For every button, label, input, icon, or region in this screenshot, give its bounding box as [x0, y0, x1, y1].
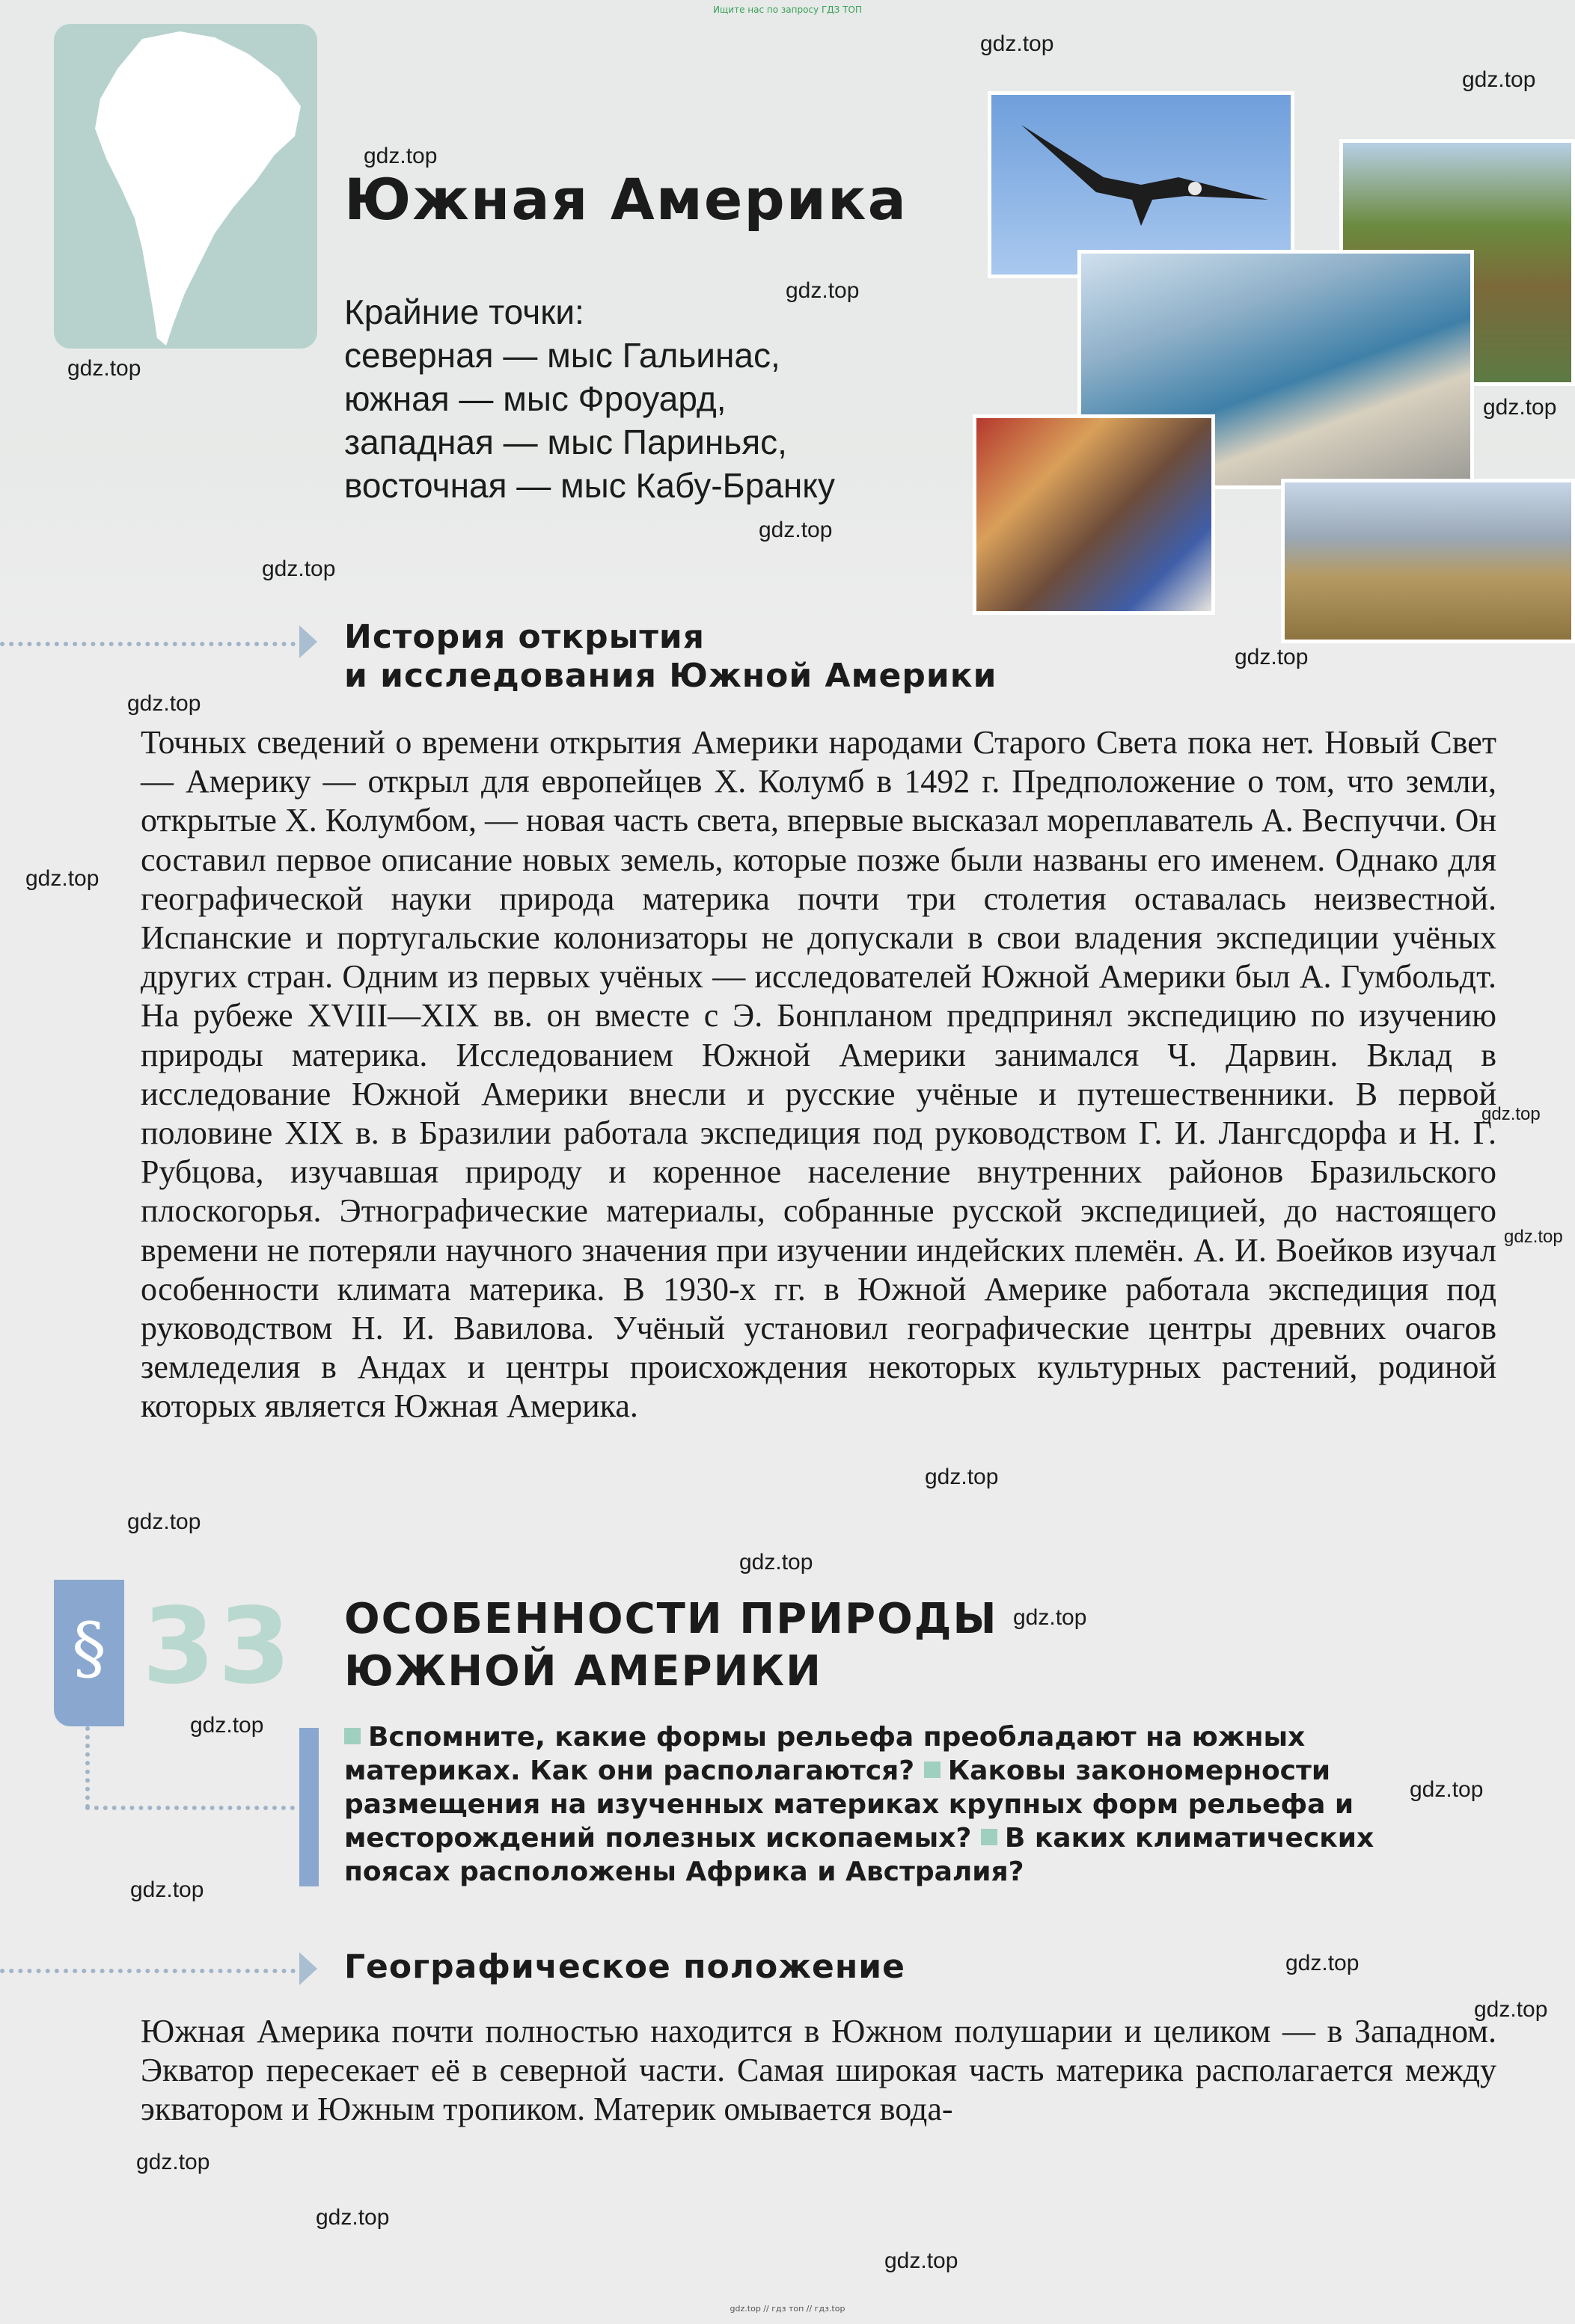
bottom-note: gdz.top // гдз топ // гдз.top [730, 2304, 845, 2314]
watermark: gdz.top [130, 1877, 204, 1902]
watermark: gdz.top [739, 1550, 813, 1575]
paragraph-title-line1: ОСОБЕННОСТИ ПРИРОДЫ [344, 1595, 998, 1643]
extreme-point-west: западная — мыс Париньяс, [344, 423, 787, 462]
page-title: Южная Америка [344, 166, 908, 233]
section-divider-geo [0, 1969, 296, 1973]
extreme-points-heading: Крайние точки: [344, 292, 584, 331]
history-body-text [141, 723, 1496, 1426]
recall-questions [344, 1720, 1452, 1889]
photo-mountain-steppe [1281, 479, 1575, 643]
watermark: gdz.top [127, 691, 201, 716]
section-arrow-geo-icon [299, 1952, 317, 1985]
watermark: gdz.top [1462, 67, 1536, 92]
section-divider-history [0, 642, 296, 646]
recall-question-1: Вспомните, какие формы рельефа преобладают на южных материках. Как они располагаются? [344, 1722, 1306, 1786]
south-america-silhouette-icon [54, 24, 317, 349]
section-heading-history [344, 618, 997, 696]
watermark: gdz.top [759, 518, 833, 542]
top-note: Ищите нас по запросу ГДЗ ТОП [713, 4, 862, 15]
extreme-points [344, 290, 835, 507]
watermark: gdz.top [1235, 645, 1309, 669]
recall-bullet-icon [981, 1829, 997, 1845]
watermark: gdz.top [127, 1509, 201, 1534]
watermark: gdz.top [190, 1713, 264, 1738]
recall-bullet-icon [924, 1762, 941, 1778]
recall-question-2: Каковы закономерности размещения на изученных материках крупных форм рельефа и месторождений полезных ископаемых? [344, 1756, 1354, 1854]
watermark: gdz.top [136, 2150, 210, 2174]
watermark: gdz.top [316, 2205, 390, 2230]
extreme-point-east: восточная — мыс Кабу-Бранку [344, 466, 835, 505]
watermark: gdz.top [262, 557, 336, 581]
history-paragraph: Точных сведений о времени открытия Америки народами Старого Света пока нет. Новый Свет — Америку — открыл для европейцев Х. Колумб в 1492 г. Предположение о том, что земли, открытые Х. Колумбом, — новая часть света, впервые высказал мореплаватель А. Веспуччи. Он составил первое описание новых земель, которые позже были названы его именем. Однако для географической науки природа материка почти три столетия оставалась неизвестной. Испанские и португальские колонизаторы не допускали в свои владения экспедиции учёных других стран. Одним из первых учёных — исследователей Южной Америки был А. Гумбольдт. На рубеже XVIII—XIX вв. он вместе с Э. Бонпланом предпринял экспедицию по изучению природы материка. Исследованием Южной Америки занимался Ч. Дарвин. Вклад в исследование Южной Америки внесли и русские учёные и путешественники. В первой половине XIX в. в Бразилии работала экспедиция под руководством Г. И. Лангсдорфа и Н. Г. Рубцова, изучавшая природу и коренное население внутренних районов Бразильского плоскогорья. Этнографические материалы, собранные русской экспедицией, до настоящего времени не потеряли научного значения при изучении индейских племён. А. И. Воейков изучал особенности климата материка. В 1930-х гг. в Южной Америке работала экспедиция под руководством Н. И. Вавилова. Учёный установил географические центры древних очагов земледелия в Андах и центры происхождения некоторых культурных растений, родиной которых является Южная Америка. [141, 724, 1496, 1425]
extreme-point-north: северная — мыс Гальинас, [344, 336, 780, 375]
section-heading-history-line2: и исследования Южной Америки [344, 657, 997, 695]
watermark: gdz.top [1013, 1605, 1087, 1630]
watermark: gdz.top [364, 144, 438, 168]
section-arrow-history-icon [299, 625, 317, 658]
extreme-point-south: южная — мыс Фроуард, [344, 379, 727, 418]
watermark: gdz.top [1474, 1997, 1548, 2022]
recall-question-3: В каких климатических поясах расположены Африка и Австралия? [344, 1823, 1374, 1887]
recall-connector-vertical [85, 1726, 90, 1809]
watermark: gdz.top [884, 2248, 958, 2273]
condor-icon [991, 95, 1291, 275]
watermark: gdz.top [1481, 1104, 1541, 1124]
watermark: gdz.top [1483, 395, 1557, 420]
paragraph-title-line2: ЮЖНОЙ АМЕРИКИ [344, 1647, 822, 1696]
watermark: gdz.top [786, 278, 860, 303]
recall-connector-horizontal [85, 1806, 295, 1810]
watermark: gdz.top [925, 1465, 999, 1489]
geo-body-text [141, 2012, 1496, 2130]
paragraph-title [344, 1593, 998, 1698]
paragraph-symbol: § [72, 1608, 106, 1688]
watermark: gdz.top [1410, 1777, 1484, 1802]
paragraph-number: 33 [142, 1586, 294, 1708]
recall-bar [299, 1728, 319, 1886]
watermark: gdz.top [980, 31, 1054, 56]
section-heading-history-line1: История открытия [344, 618, 705, 656]
watermark: gdz.top [67, 356, 141, 381]
watermark: gdz.top [1285, 1951, 1360, 1975]
section-heading-geo: Географическое положение [344, 1948, 905, 1986]
continent-map-tile [54, 24, 317, 349]
geo-paragraph: Южная Америка почти полностью находится в Южном полушарии и целиком — в Западном. Экватор пересекает её в северной части. Самая широкая часть материка располагается между экватором и Южным тропиком. Материк омывается вода- [141, 2013, 1496, 2128]
watermark: gdz.top [25, 866, 100, 891]
recall-bullet-icon [344, 1728, 361, 1744]
photo-andean-woman-llama [973, 414, 1215, 615]
watermark: gdz.top [1504, 1227, 1563, 1247]
